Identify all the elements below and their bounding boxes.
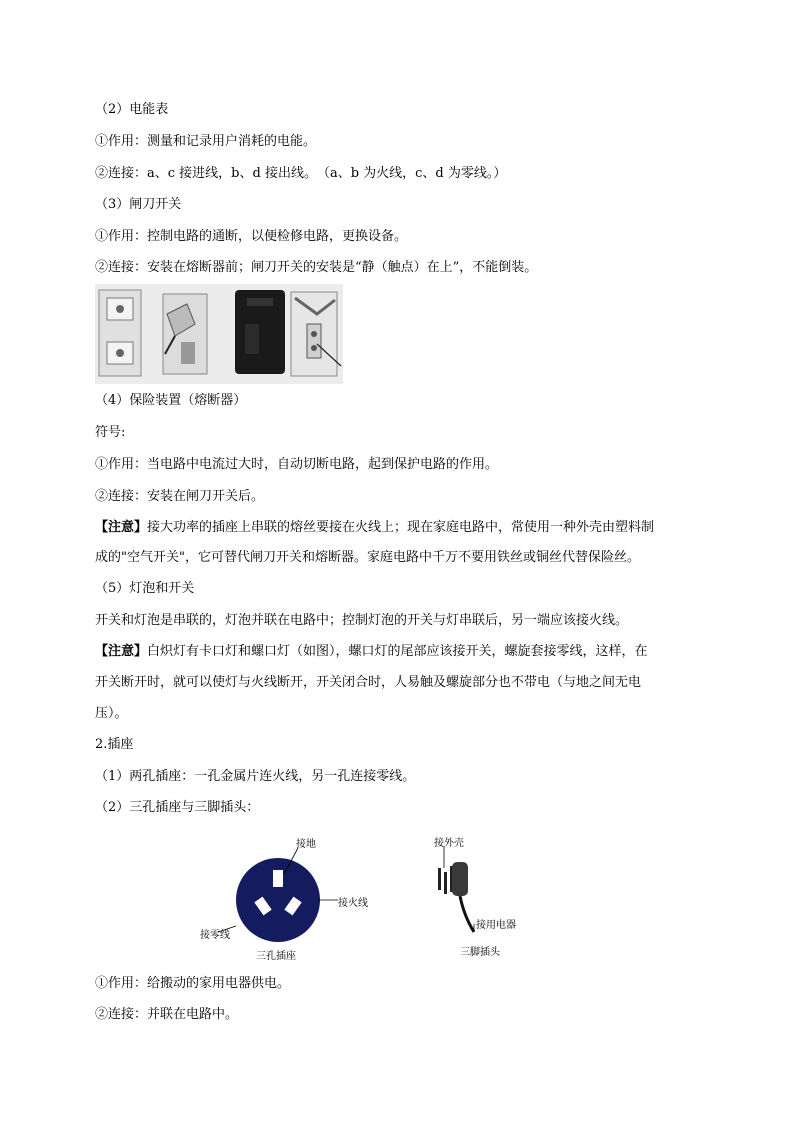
heading-bulb-switch: （5）灯泡和开关 [95,581,195,596]
text-line: 开关断开时，就可以使灯与火线断开，开关闭合时，人易触及螺旋部分也不带电（与地之间无电 [95,675,642,690]
heading-energy-meter: （2）电能表 [95,102,169,117]
plug-caption: 三脚插头 [460,947,500,958]
socket-live-label: 接火线 [338,898,368,909]
knife-switch-photo [95,284,343,384]
text-line: （1）两孔插座：一孔金属片连火线，另一孔连接零线。 [95,769,416,784]
three-hole-socket-diagram [196,828,396,963]
heading-socket: 2.插座 [95,737,134,752]
text-line: （2）三孔插座与三脚插头： [95,800,260,815]
heading-knife-switch: （3）闸刀开关 [95,197,182,212]
text-line: ②连接：安装在熔断器前；闸刀开关的安装是“静（触点）在上”，不能倒装。 [95,260,538,275]
text-line: 压）。 [95,706,128,721]
text-line: ①作用：测量和记录用户消耗的电能。 [95,134,317,149]
text-line: ①作用：当电路中电流过大时，自动切断电路，起到保护电路的作用。 [95,457,499,472]
note-tag: 【注意】 [95,644,148,659]
note-tag: 【注意】 [95,520,148,535]
text-line: 开关和灯泡是串联的，灯泡并联在电路中；控制灯泡的开关与灯串联后，另一端应该接火线。 [95,613,629,628]
plug-shell-label: 接外壳 [434,838,464,849]
text-line: ②连接：a、c 接进线，b、d 接出线。 （a、b 为火线，c、d 为零线。） [95,166,507,181]
note-line: 【注意】接大功率的插座上串联的熔丝要接在火线上；现在家庭电路中，常使用一种外壳由塑料制 [95,520,655,535]
three-pin-plug-diagram [430,828,540,963]
text-line: 符号: [95,425,126,440]
text-line: ②连接：安装在闸刀开关后。 [95,489,265,504]
plug-appliance-label: 接用电器 [476,920,516,931]
text-line: ①作用：控制电路的通断，以便检修电路，更换设备。 [95,229,408,244]
text-line: ①作用：给搬动的家用电器供电。 [95,976,291,991]
socket-neutral-label: 接零线 [200,930,230,941]
text-line: 成的"空气开关"，它可替代闸刀开关和熔断器。家庭电路中千万不要用铁丝或铜丝代替保险丝。 [95,550,640,565]
heading-fuse: （4）保险装置（熔断器） [95,393,247,408]
socket-caption: 三孔插座 [256,951,296,962]
socket-ground-label: 接地 [296,839,316,850]
note-line: 【注意】白炽灯有卡口灯和螺口灯（如图），螺口灯的尾部应该接开关，螺旋套接零线，这样，在 [95,644,648,659]
text-line: ②连接：并联在电路中。 [95,1007,239,1022]
